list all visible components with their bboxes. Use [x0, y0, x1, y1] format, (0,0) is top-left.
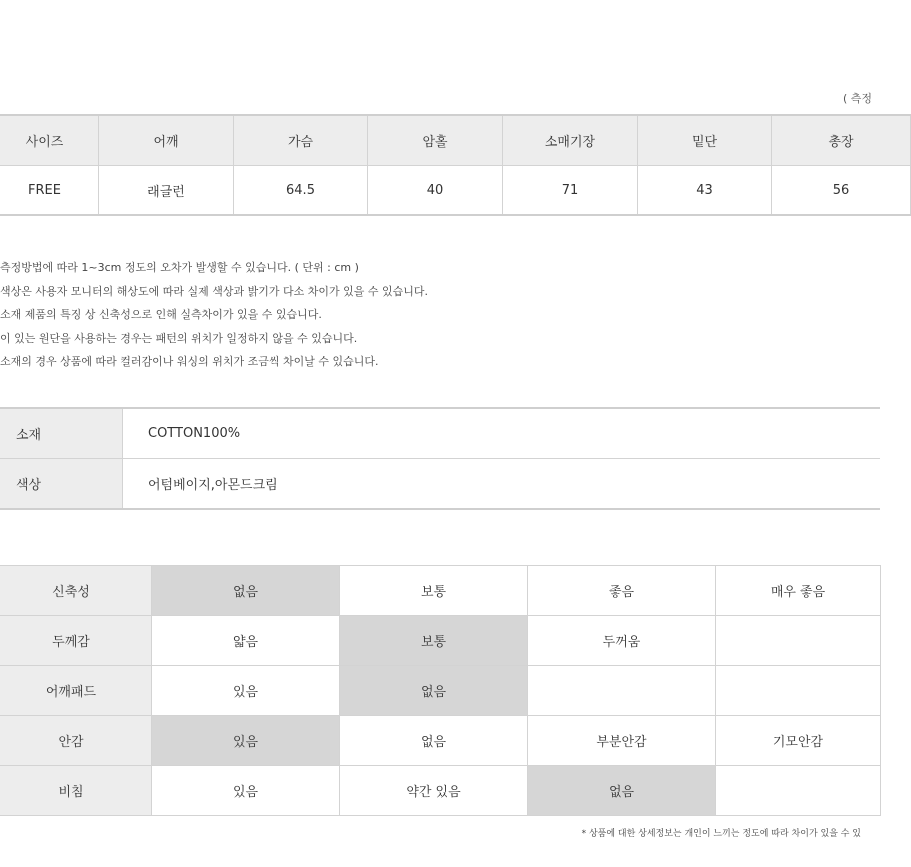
size-table-header-row: [0, 115, 911, 166]
size-value-size: FREE: [0, 166, 99, 216]
material-row: [0, 408, 880, 459]
size-value-chest: 64.5: [234, 166, 368, 216]
feature-option: 있음: [152, 766, 340, 816]
feature-label: 어깨패드: [0, 666, 152, 716]
note-item: 소재의 경우 상품에 따라 컬러감이나 워싱의 위치가 조금씩 차이날 수 있습니다.: [0, 355, 379, 368]
feature-option: 얇음: [152, 616, 340, 666]
feature-row: [0, 766, 881, 816]
feature-label: 비침: [0, 766, 152, 816]
feature-row: [0, 716, 881, 766]
size-table-value-row: [0, 166, 911, 216]
material-table: [0, 407, 880, 510]
feature-table: [0, 565, 881, 816]
size-value-hem: 43: [638, 166, 772, 216]
feature-row: [0, 566, 881, 616]
feature-option: 부분안감: [528, 716, 716, 766]
note-item: 색상은 사용자 모니터의 해상도에 따라 실제 색상과 밝기가 다소 차이가 있을 수 있습니다.: [0, 284, 428, 298]
feature-option: [528, 666, 716, 716]
color-label: 색상: [0, 459, 123, 510]
size-header-chest: 가슴: [234, 115, 368, 166]
feature-option: 기모안감: [716, 716, 881, 766]
feature-option: 매우 좋음: [716, 566, 881, 616]
note-item: 이 있는 원단을 사용하는 경우는 패턴의 위치가 일정하지 않을 수 있습니다.: [0, 331, 358, 345]
feature-option: 보통: [340, 566, 528, 616]
size-header-size: 사이즈: [0, 115, 99, 166]
feature-option: 있음: [152, 666, 340, 716]
size-value-length: 56: [772, 166, 911, 216]
feature-option: 없음: [340, 716, 528, 766]
feature-option-selected: 없음: [528, 766, 716, 816]
notes-list: [0, 256, 428, 374]
size-header-hem: 밑단: [638, 115, 772, 166]
color-value: 어텀베이지,아몬드크림: [123, 459, 881, 510]
feature-option: 좋음: [528, 566, 716, 616]
material-label: 소재: [0, 408, 123, 459]
feature-row: [0, 616, 881, 666]
size-header-sleeve: 소매기장: [503, 115, 638, 166]
feature-option: 약간 있음: [340, 766, 528, 816]
size-table: [0, 114, 911, 216]
material-value: COTTON100%: [123, 408, 881, 459]
unit-note: ( 측정: [843, 92, 873, 105]
feature-option: [716, 666, 881, 716]
feature-option: 두꺼움: [528, 616, 716, 666]
feature-option: [716, 616, 881, 666]
size-value-shoulder: 래글런: [99, 166, 234, 216]
feature-option-selected: 없음: [340, 666, 528, 716]
feature-label: 안감: [0, 716, 152, 766]
size-header-armhole: 암홀: [368, 115, 503, 166]
note-item: 소재 제품의 특징 상 신축성으로 인해 실측차이가 있을 수 있습니다.: [0, 308, 322, 321]
size-header-shoulder: 어깨: [99, 115, 234, 166]
feature-option-selected: 없음: [152, 566, 340, 616]
feature-label: 두께감: [0, 616, 152, 666]
size-value-armhole: 40: [368, 166, 503, 216]
feature-option-selected: 보통: [340, 616, 528, 666]
note-item: 측정방법에 따라 1~3cm 정도의 오차가 발생할 수 있습니다. ( 단위 : cm ): [0, 261, 359, 274]
feature-row: [0, 666, 881, 716]
footnote: * 상품에 대한 상세정보는 개인이 느끼는 정도에 따라 차이가 있을 수 있: [581, 829, 861, 839]
feature-option: [716, 766, 881, 816]
size-value-sleeve: 71: [503, 166, 638, 216]
size-header-length: 총장: [772, 115, 911, 166]
color-row: [0, 459, 880, 510]
feature-option-selected: 있음: [152, 716, 340, 766]
feature-label: 신축성: [0, 566, 152, 616]
